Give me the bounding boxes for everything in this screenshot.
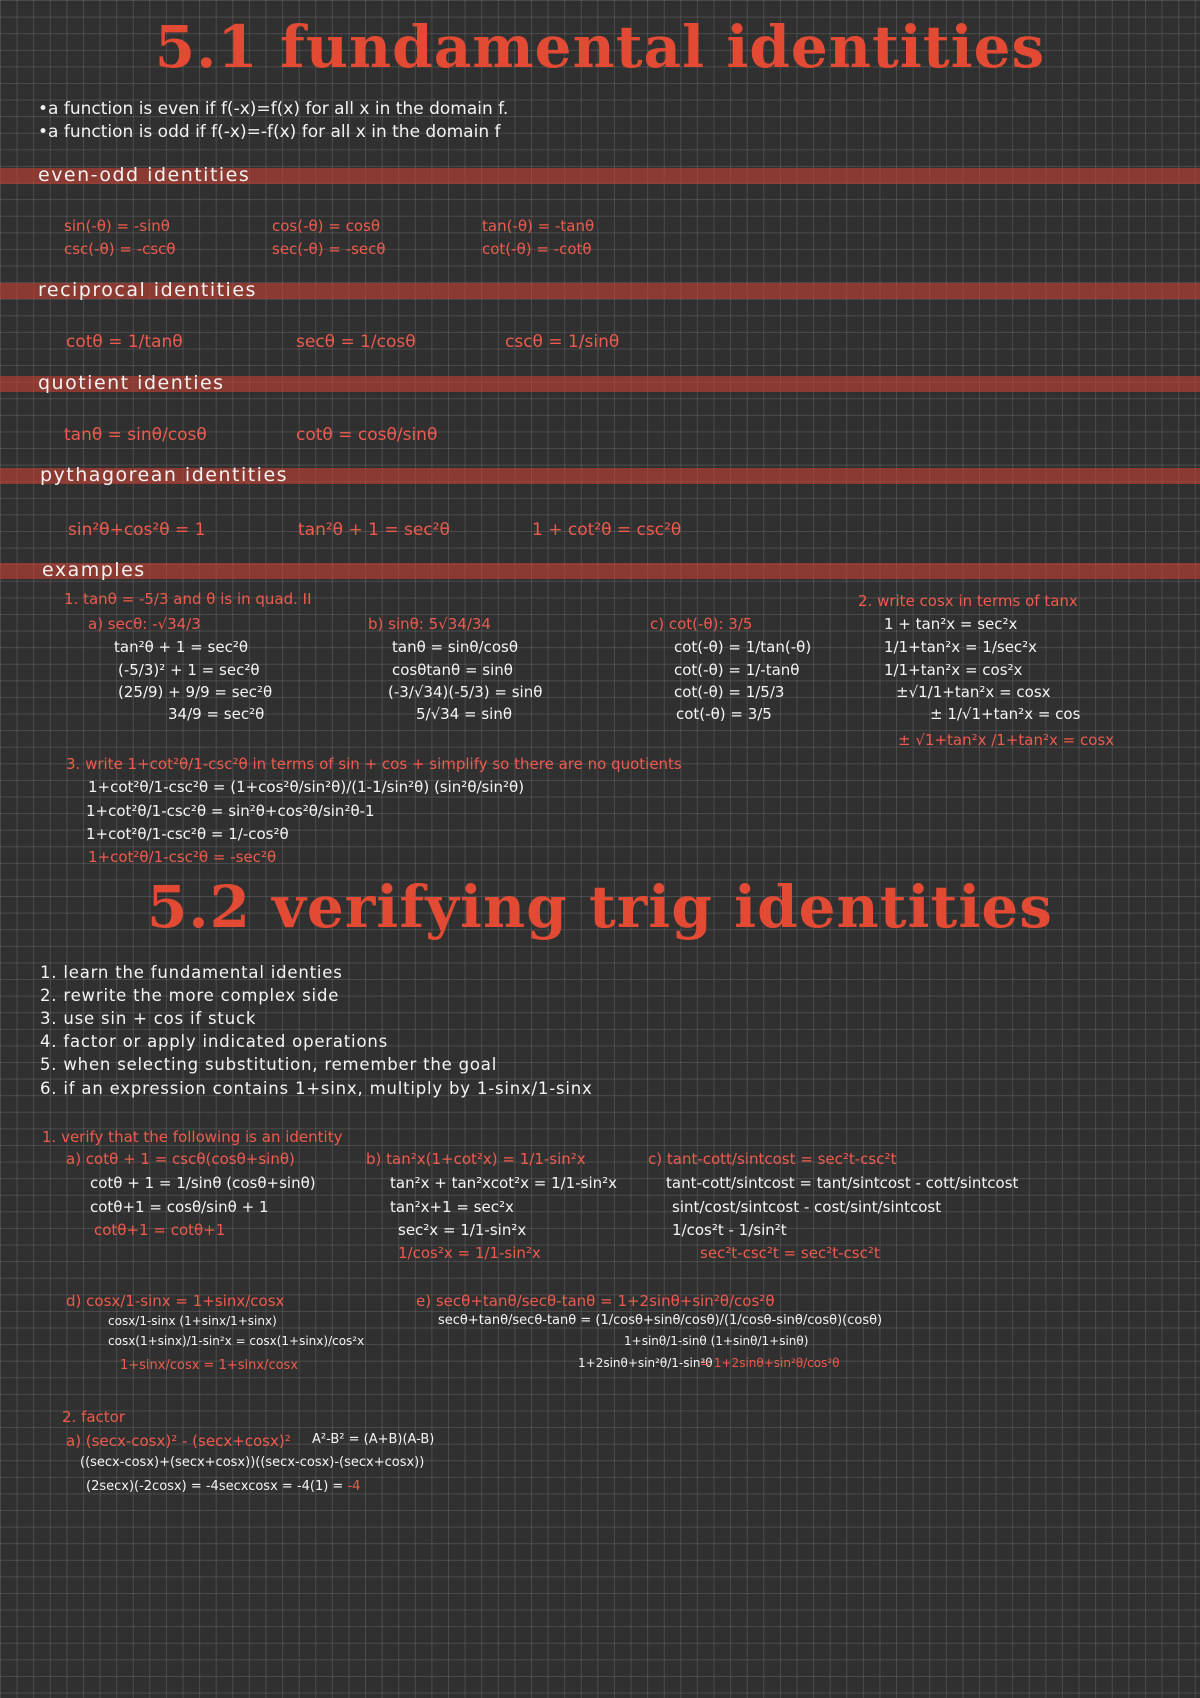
verify-c-step: 1/cos²t - 1/sin²t [672, 1221, 787, 1239]
factor-answer: -4 [347, 1479, 361, 1494]
identity-cos-neg: cos(-θ) = cosθ [272, 217, 381, 235]
identity-sec-reciprocal: secθ = 1/cosθ [296, 332, 416, 352]
section1-title: 5.1 fundamental identities [154, 13, 1046, 81]
identity-tan-quotient: tanθ = sinθ/cosθ [64, 425, 207, 445]
example-3-prompt: 3. write 1+cot²θ/1-csc²θ in terms of sin + cos + simplify so there are no quotients [66, 755, 682, 773]
verify-b-step: sec²x = 1/1-sin²x [398, 1221, 527, 1239]
heading-band [0, 563, 1200, 579]
identity-cot-reciprocal: cotθ = 1/tanθ [66, 332, 183, 352]
verify-a-label: a) cotθ + 1 = cscθ(cosθ+sinθ) [66, 1150, 295, 1168]
reciprocal-heading: reciprocal identities [38, 279, 257, 301]
example-2-step: 1/1+tan²x = cos²x [884, 661, 1023, 679]
verify-heading: 1. verify that the following is an identity [42, 1128, 343, 1146]
identity-sec-neg: sec(-θ) = -secθ [272, 240, 386, 258]
strategy-step: 5. when selecting substitution, remember the goal [40, 1055, 498, 1074]
intro-odd: •a function is odd if f(-x)=-f(x) for all x in the domain f [38, 122, 501, 142]
example-1-prompt: 1. tanθ = -5/3 and θ is in quad. II [64, 590, 312, 608]
example-2-final: ± √1+tan²x /1+tan²x = cosx [898, 731, 1115, 749]
verify-b-step: tan²x + tan²xcot²x = 1/1-sin²x [390, 1174, 618, 1192]
verify-e-step: 1+sinθ/1-sinθ (1+sinθ/1+sinθ) [624, 1334, 809, 1348]
example-2-step: 1 + tan²x = sec²x [884, 615, 1018, 633]
example-2-step: 1/1+tan²x = 1/sec²x [884, 638, 1038, 656]
example-1b-step: tanθ = sinθ/cosθ [392, 638, 518, 656]
example-1b-step: 5/√34 = sinθ [416, 705, 513, 723]
strategy-step: 3. use sin + cos if stuck [40, 1009, 257, 1028]
verify-a-step: cotθ+1 = cosθ/sinθ + 1 [90, 1198, 269, 1216]
verify-e-step: 1+2sinθ+sin²θ/1-sin²θ [578, 1356, 713, 1370]
example-1c-step: cot(-θ) = 1/tan(-θ) [674, 638, 812, 656]
example-2-step: ± 1/√1+tan²x = cos [930, 705, 1081, 723]
example-1c-label: c) cot(-θ): 3/5 [650, 615, 753, 633]
pythagorean-heading: pythagorean identities [40, 464, 289, 486]
strategy-step: 2. rewrite the more complex side [40, 986, 340, 1005]
verify-b-step: tan²x+1 = sec²x [390, 1198, 514, 1216]
verify-c-final: sec²t-csc²t = sec²t-csc²t [700, 1244, 880, 1262]
example-3-step: 1+cot²θ/1-csc²θ = sin²θ+cos²θ/sin²θ-1 [86, 802, 375, 820]
example-1a-step: (25/9) + 9/9 = sec²θ [118, 683, 273, 701]
verify-d-final: 1+sinx/cosx = 1+sinx/cosx [120, 1358, 299, 1373]
verify-c-step: sint/cost/sintcost - cost/sint/sintcost [672, 1198, 942, 1216]
verify-c-label: c) tant-cott/sintcost = sec²t-csc²t [648, 1150, 897, 1168]
intro-even: •a function is even if f(-x)=f(x) for all x in the domain f. [38, 99, 509, 119]
factor-formula: A²-B² = (A+B)(A-B) [312, 1432, 435, 1447]
identity-csc-reciprocal: cscθ = 1/sinθ [505, 332, 620, 352]
example-3-step: 1+cot²θ/1-csc²θ = (1+cos²θ/sin²θ)/(1-1/sin²θ) (sin²θ/sin²θ) [88, 778, 525, 796]
factor-heading: 2. factor [62, 1408, 126, 1426]
identity-csc-neg: csc(-θ) = -cscθ [64, 240, 176, 258]
verify-d-step: cosx/1-sinx (1+sinx/1+sinx) [108, 1314, 277, 1328]
example-3-step: 1+cot²θ/1-csc²θ = 1/-cos²θ [86, 825, 289, 843]
identity-pythag-2: tan²θ + 1 = sec²θ [298, 520, 450, 540]
identity-pythag-1: sin²θ+cos²θ = 1 [68, 520, 206, 540]
identity-pythag-3: 1 + cot²θ = csc²θ [532, 520, 682, 540]
identity-tan-neg: tan(-θ) = -tanθ [482, 217, 595, 235]
verify-e-final: = 1+2sinθ+sin²θ/cos²θ [700, 1356, 840, 1370]
factor-step: ((secx-cosx)+(secx+cosx))((secx-cosx)-(secx+cosx)) [80, 1455, 425, 1470]
example-1a-step: (-5/3)² + 1 = sec²θ [118, 661, 260, 679]
identity-cot-quotient: cotθ = cosθ/sinθ [296, 425, 438, 445]
example-3-final: 1+cot²θ/1-csc²θ = -sec²θ [88, 848, 277, 866]
verify-e-label: e) secθ+tanθ/secθ-tanθ = 1+2sinθ+sin²θ/cos²θ [416, 1292, 775, 1310]
strategy-step: 1. learn the fundamental identies [40, 963, 343, 982]
example-1b-step: cosθtanθ = sinθ [392, 661, 513, 679]
example-1b-step: (-3/√34)(-5/3) = sinθ [388, 683, 543, 701]
example-1c-step: cot(-θ) = 1/5/3 [674, 683, 785, 701]
factor-step-text: (2secx)(-2cosx) = -4secxcosx = -4(1) = [86, 1479, 344, 1494]
identity-sin-neg: sin(-θ) = -sinθ [64, 217, 170, 235]
verify-e-step: secθ+tanθ/secθ-tanθ = (1/cosθ+sinθ/cosθ)/(1/cosθ-sinθ/cosθ)(cosθ) [438, 1313, 883, 1328]
example-2-prompt: 2. write cosx in terms of tanx [858, 592, 1078, 610]
example-1c-step: cot(-θ) = 1/-tanθ [674, 661, 800, 679]
verify-a-step: cotθ + 1 = 1/sinθ (cosθ+sinθ) [90, 1174, 316, 1192]
verify-c-step: tant-cott/sintcost = tant/sintcost - cott/sintcost [666, 1174, 1019, 1192]
factor-step-final [86, 1479, 360, 1494]
strategy-step: 4. factor or apply indicated operations [40, 1032, 388, 1051]
verify-a-final: cotθ+1 = cotθ+1 [94, 1221, 226, 1239]
verify-b-label: b) tan²x(1+cot²x) = 1/1-sin²x [366, 1150, 586, 1168]
example-1a-step: 34/9 = sec²θ [168, 705, 265, 723]
examples-heading: examples [42, 559, 146, 581]
factor-a-label: a) (secx-cosx)² - (secx+cosx)² [66, 1432, 291, 1450]
quotient-heading: quotient identies [38, 372, 225, 394]
example-1b-label: b) sinθ: 5√34/34 [368, 615, 491, 633]
section2-title: 5.2 verifying trig identities [147, 873, 1053, 941]
strategy-step: 6. if an expression contains 1+sinx, multiply by 1-sinx/1-sinx [40, 1079, 593, 1098]
example-2-step: ±√1/1+tan²x = cosx [896, 683, 1051, 701]
verify-d-label: d) cosx/1-sinx = 1+sinx/cosx [66, 1292, 285, 1310]
verify-d-step: cosx(1+sinx)/1-sin²x = cosx(1+sinx)/cos²x [108, 1334, 365, 1348]
example-1a-step: tan²θ + 1 = sec²θ [114, 638, 249, 656]
example-1c-step: cot(-θ) = 3/5 [676, 705, 772, 723]
even-odd-heading: even-odd identities [38, 164, 251, 186]
example-1a-label: a) secθ: -√34/3 [88, 615, 201, 633]
identity-cot-neg: cot(-θ) = -cotθ [482, 240, 592, 258]
verify-b-final: 1/cos²x = 1/1-sin²x [398, 1244, 541, 1262]
